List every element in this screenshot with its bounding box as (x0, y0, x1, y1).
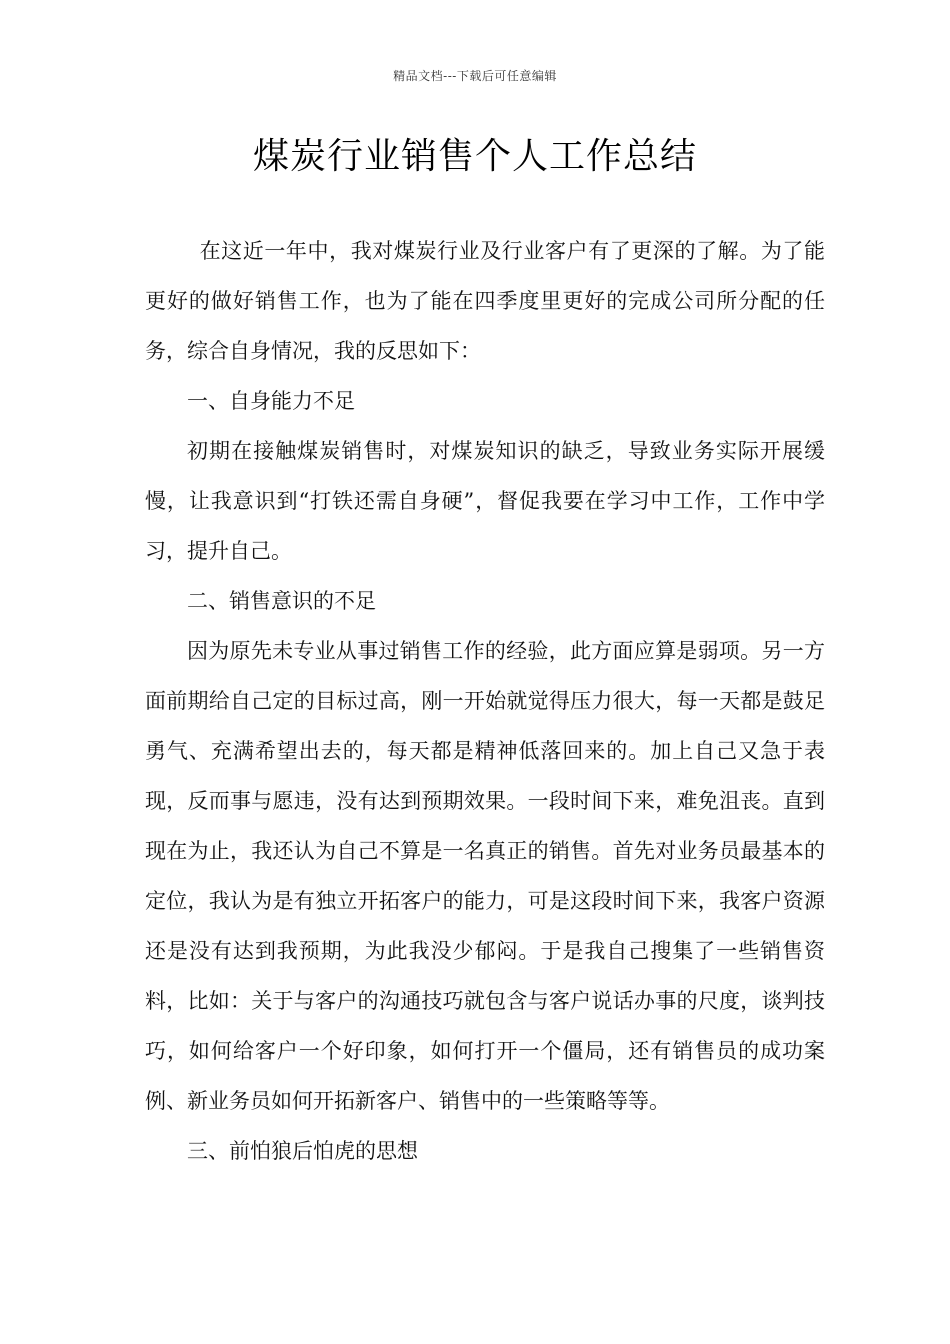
header-note: 精品文档---下载后可任意编辑 (393, 69, 557, 83)
document-body (145, 226, 825, 1176)
section-heading-1: 一、自身能力不足 (187, 389, 355, 413)
section-heading-3: 三、前怕狼后怕虎的思想 (187, 1139, 418, 1163)
section-heading-2: 二、销售意识的不足 (187, 589, 376, 613)
paragraph-intro: 在这近一年中，我对煤炭行业及行业客户有了更深的了解。为了能更好的做好销售工作，也为了能在四季度里更好的完成公司所分配的任务，综合自身情况，我的反思如下： (145, 239, 825, 363)
paragraph-section-1: 初期在接触煤炭销售时，对煤炭知识的缺乏，导致业务实际开展缓慢，让我意识到“打铁还需自身硬”，督促我要在学习中工作，工作中学习，提升自己。 (145, 439, 825, 563)
paragraph-section-2: 因为原先未专业从事过销售工作的经验，此方面应算是弱项。另一方面前期给自己定的目标过高，刚一开始就觉得压力很大，每一天都是鼓足勇气、充满希望出去的，每天都是精神低落回来的。加上自己又急于表现，反而事与愿违，没有达到预期效果。一段时间下来，难免沮丧。直到现在为止，我还认为自己不算是一名真正的销售。首先对业务员最基本的定位，我认为是有独立开拓客户的能力，可是这段时间下来，我客户资源还是没有达到我预期，为此我没少郁闷。于是我自己搜集了一些销售资料，比如：关于与客户的沟通技巧就包含与客户说话办事的尺度，谈判技巧，如何给客户一个好印象，如何打开一个僵局，还有销售员的成功案例、新业务员如何开拓新客户、销售中的一些策略等等。 (145, 639, 825, 1113)
document-title: 煤炭行业销售个人工作总结 (252, 136, 697, 177)
